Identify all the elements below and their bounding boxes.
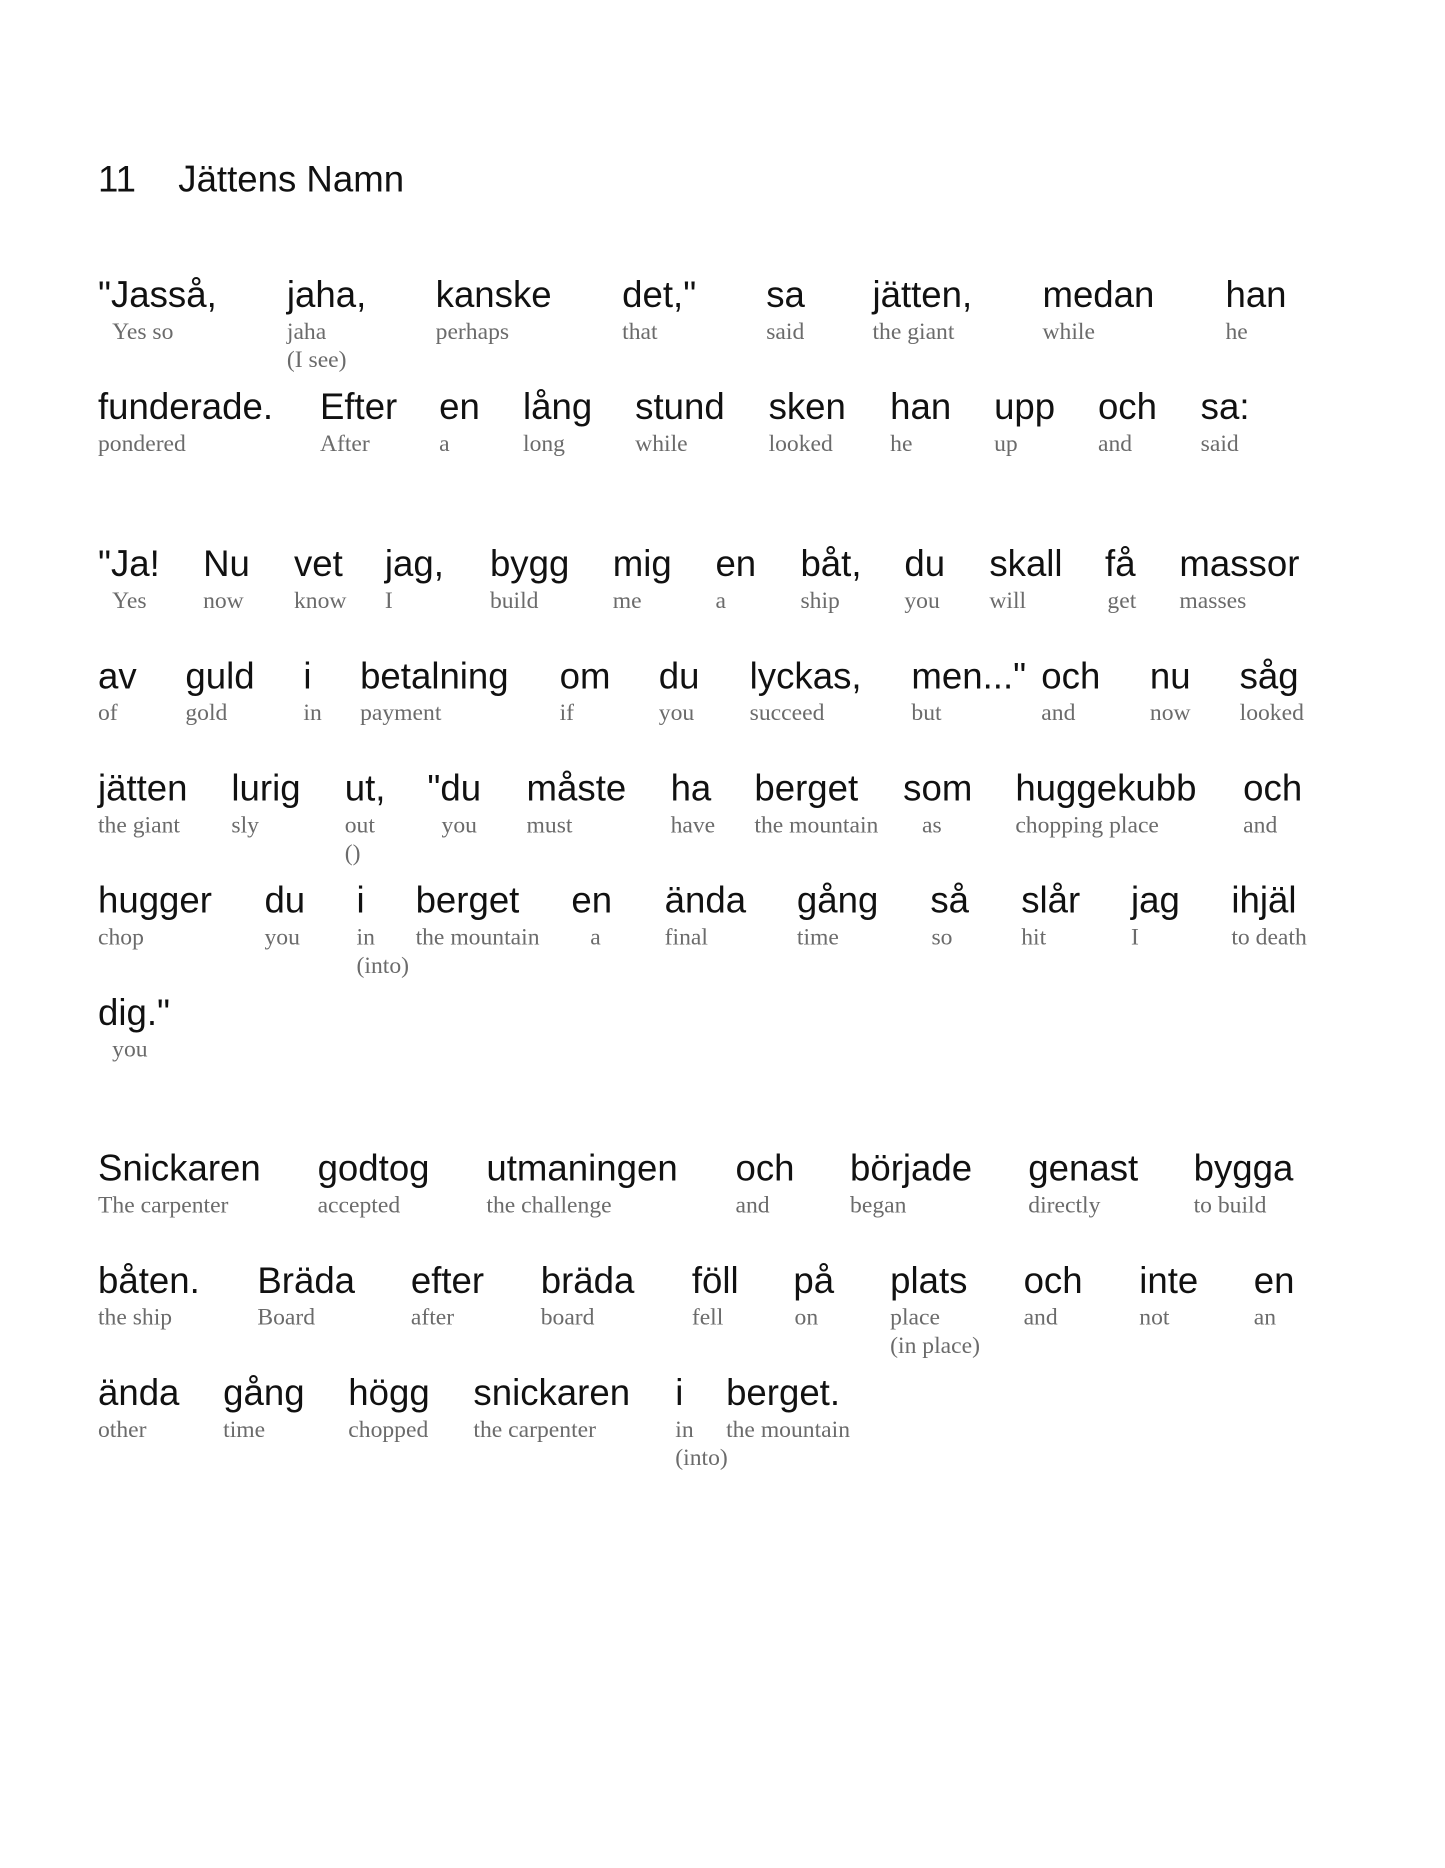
swedish-word: lyckas, bbox=[749, 655, 862, 697]
english-gloss: you bbox=[441, 812, 477, 839]
english-gloss: and bbox=[1243, 812, 1278, 839]
english-gloss: the ship bbox=[97, 1304, 173, 1331]
swedish-word: genast bbox=[1028, 1147, 1139, 1189]
english-gloss: After bbox=[319, 430, 370, 457]
swedish-word: "Ja! bbox=[97, 543, 160, 585]
swedish-word: och bbox=[1041, 655, 1101, 697]
swedish-word: ha bbox=[670, 767, 712, 809]
english-gloss: a bbox=[715, 587, 726, 614]
english-gloss: I bbox=[1131, 924, 1139, 951]
swedish-word: plats bbox=[890, 1259, 968, 1302]
swedish-word: Nu bbox=[203, 543, 250, 585]
swedish-word: mig bbox=[612, 543, 672, 585]
swedish-word: jag bbox=[1131, 879, 1180, 921]
english-gloss: sly bbox=[231, 812, 259, 839]
english-gloss: the mountain bbox=[726, 1416, 851, 1443]
swedish-word: såg bbox=[1239, 655, 1299, 697]
swedish-word: Efter bbox=[319, 386, 398, 428]
english-gloss: began bbox=[850, 1192, 907, 1219]
english-gloss: you bbox=[264, 924, 300, 951]
english-gloss: to death bbox=[1231, 924, 1307, 951]
english-gloss: time bbox=[796, 924, 839, 951]
swedish-word: högg bbox=[348, 1371, 430, 1414]
swedish-word: du bbox=[264, 879, 306, 921]
english-gloss: The carpenter bbox=[97, 1192, 229, 1219]
swedish-word: sa bbox=[766, 273, 805, 316]
english-gloss: gold bbox=[185, 700, 228, 727]
swedish-word: som bbox=[903, 767, 973, 809]
english-gloss: I bbox=[384, 587, 393, 614]
swedish-word: betalning bbox=[360, 655, 509, 697]
swedish-word: utmaningen bbox=[486, 1147, 678, 1189]
swedish-word: funderade. bbox=[97, 386, 273, 428]
swedish-word: ända bbox=[664, 879, 747, 921]
english-gloss: must bbox=[526, 812, 573, 839]
english-gloss: masses bbox=[1179, 587, 1247, 614]
swedish-word: en bbox=[715, 543, 757, 585]
english-gloss: final bbox=[664, 924, 708, 951]
swedish-word: slår bbox=[1021, 879, 1081, 921]
swedish-word: Bräda bbox=[257, 1259, 356, 1302]
swedish-word: "Jasså, bbox=[97, 273, 217, 316]
english-gloss-alt: (into) bbox=[675, 1445, 728, 1472]
english-gloss: in bbox=[675, 1416, 694, 1443]
english-gloss: ship bbox=[800, 587, 840, 614]
swedish-word: du bbox=[904, 543, 946, 585]
english-gloss: board bbox=[540, 1304, 595, 1331]
swedish-word: ända bbox=[97, 1371, 180, 1414]
english-gloss: you bbox=[658, 700, 695, 727]
english-gloss: fell bbox=[691, 1304, 724, 1331]
english-gloss: that bbox=[622, 318, 658, 345]
english-gloss: looked bbox=[1239, 700, 1304, 727]
english-gloss: now bbox=[203, 587, 244, 614]
english-gloss: chopping place bbox=[1015, 812, 1159, 839]
english-gloss: he bbox=[890, 430, 913, 457]
swedish-word: Snickaren bbox=[97, 1147, 261, 1189]
english-gloss: the carpenter bbox=[473, 1416, 597, 1443]
swedish-word: jätten, bbox=[872, 273, 973, 316]
english-gloss: on bbox=[794, 1304, 819, 1331]
english-gloss: Yes bbox=[112, 587, 147, 614]
swedish-word: gång bbox=[796, 879, 879, 921]
english-gloss: accepted bbox=[317, 1192, 401, 1219]
swedish-word: snickaren bbox=[473, 1371, 631, 1414]
english-gloss: chop bbox=[97, 924, 144, 951]
swedish-word: du bbox=[658, 655, 700, 697]
swedish-word: en bbox=[571, 879, 613, 921]
swedish-word: godtog bbox=[317, 1147, 430, 1189]
english-gloss: he bbox=[1225, 318, 1248, 345]
swedish-word: en bbox=[1253, 1259, 1295, 1302]
english-gloss: the mountain bbox=[415, 924, 540, 951]
english-gloss: hit bbox=[1021, 924, 1047, 951]
english-gloss: have bbox=[670, 812, 716, 839]
english-gloss: Board bbox=[257, 1304, 316, 1331]
swedish-word: sken bbox=[768, 386, 846, 428]
english-gloss: in bbox=[356, 924, 375, 951]
swedish-word: guld bbox=[185, 655, 255, 697]
english-gloss-alt: (into) bbox=[356, 952, 410, 979]
english-gloss: know bbox=[293, 587, 347, 614]
english-gloss: in bbox=[303, 700, 322, 727]
english-gloss: out bbox=[344, 812, 375, 839]
swedish-word: kanske bbox=[435, 273, 552, 316]
swedish-word: få bbox=[1105, 543, 1136, 585]
swedish-word: jaha, bbox=[286, 273, 367, 316]
english-gloss: as bbox=[922, 812, 942, 839]
swedish-word: föll bbox=[691, 1259, 739, 1302]
swedish-word: han bbox=[1225, 273, 1287, 316]
swedish-word: båten. bbox=[97, 1259, 200, 1302]
english-gloss: looked bbox=[768, 430, 833, 457]
swedish-word: och bbox=[1097, 386, 1157, 428]
english-gloss: not bbox=[1139, 1304, 1170, 1331]
english-gloss: but bbox=[911, 700, 942, 727]
swedish-word: medan bbox=[1042, 273, 1155, 316]
swedish-word: nu bbox=[1149, 655, 1191, 697]
swedish-word: berget. bbox=[726, 1371, 841, 1414]
swedish-word: om bbox=[559, 655, 611, 697]
swedish-word: berget bbox=[415, 879, 520, 921]
english-gloss: the giant bbox=[97, 812, 180, 839]
swedish-word: och bbox=[735, 1147, 795, 1189]
english-gloss: perhaps bbox=[435, 318, 510, 345]
swedish-word: jag, bbox=[384, 543, 444, 585]
english-gloss-alt: (I see) bbox=[286, 347, 347, 374]
swedish-word: efter bbox=[410, 1259, 485, 1302]
swedish-word: upp bbox=[994, 386, 1056, 428]
english-gloss: an bbox=[1253, 1304, 1277, 1331]
swedish-word: så bbox=[930, 879, 969, 921]
english-gloss: and bbox=[735, 1192, 770, 1219]
english-gloss: the mountain bbox=[754, 812, 879, 839]
swedish-word: lurig bbox=[231, 767, 301, 809]
swedish-word: gång bbox=[223, 1371, 305, 1414]
swedish-word: bygg bbox=[489, 543, 570, 585]
english-gloss: while bbox=[1042, 318, 1095, 345]
english-gloss: the challenge bbox=[486, 1192, 612, 1219]
english-gloss: chopped bbox=[348, 1416, 429, 1443]
swedish-word: i bbox=[356, 879, 365, 921]
swedish-word: dig." bbox=[97, 991, 171, 1034]
chapter-number: 11 bbox=[97, 158, 136, 200]
english-gloss: if bbox=[559, 700, 575, 727]
swedish-word: av bbox=[97, 655, 137, 697]
english-gloss: you bbox=[112, 1036, 148, 1063]
swedish-word: ut, bbox=[344, 767, 386, 809]
english-gloss: and bbox=[1023, 1304, 1058, 1331]
english-gloss: of bbox=[97, 700, 118, 727]
english-gloss: a bbox=[590, 924, 601, 951]
english-gloss: now bbox=[1149, 700, 1191, 727]
swedish-word: sa: bbox=[1200, 386, 1250, 428]
swedish-word: och bbox=[1023, 1259, 1083, 1302]
english-gloss: a bbox=[439, 430, 450, 457]
english-gloss: long bbox=[523, 430, 565, 457]
swedish-word: bräda bbox=[540, 1259, 635, 1302]
english-gloss: so bbox=[931, 924, 953, 951]
swedish-word: en bbox=[439, 386, 480, 428]
swedish-word: i bbox=[675, 1371, 684, 1414]
swedish-word: huggekubb bbox=[1015, 767, 1197, 809]
swedish-word: han bbox=[890, 386, 952, 428]
english-gloss: up bbox=[994, 430, 1018, 457]
english-gloss: pondered bbox=[97, 430, 186, 457]
english-gloss: other bbox=[97, 1416, 147, 1443]
swedish-word: massor bbox=[1179, 543, 1300, 585]
english-gloss-alt: () bbox=[344, 840, 361, 867]
english-gloss: place bbox=[890, 1304, 940, 1331]
english-gloss: the giant bbox=[872, 318, 955, 345]
swedish-word: hugger bbox=[97, 879, 212, 921]
english-gloss: build bbox=[489, 587, 539, 614]
swedish-word: ihjäl bbox=[1231, 879, 1297, 921]
english-gloss: get bbox=[1107, 587, 1137, 614]
swedish-word: började bbox=[850, 1147, 973, 1189]
english-gloss: jaha bbox=[286, 318, 327, 345]
chapter-title: Jättens Namn bbox=[178, 158, 405, 200]
english-gloss: after bbox=[410, 1304, 455, 1331]
swedish-word: stund bbox=[635, 386, 725, 428]
english-gloss: payment bbox=[360, 700, 442, 727]
swedish-word: skall bbox=[989, 543, 1063, 585]
english-gloss: and bbox=[1097, 430, 1133, 457]
swedish-word: "du bbox=[427, 767, 482, 809]
english-gloss: said bbox=[766, 318, 805, 345]
swedish-word: på bbox=[793, 1259, 835, 1302]
english-gloss: directly bbox=[1028, 1192, 1101, 1219]
english-gloss: Yes so bbox=[112, 318, 174, 345]
english-gloss: while bbox=[635, 430, 688, 457]
english-gloss: will bbox=[989, 587, 1027, 614]
swedish-word: inte bbox=[1139, 1259, 1199, 1302]
swedish-word: måste bbox=[526, 767, 627, 809]
swedish-word: bygga bbox=[1193, 1147, 1294, 1189]
swedish-word: och bbox=[1243, 767, 1303, 809]
swedish-word: vet bbox=[293, 543, 343, 585]
swedish-word: båt, bbox=[800, 543, 862, 585]
swedish-word: det," bbox=[622, 273, 697, 316]
english-gloss: and bbox=[1041, 700, 1076, 727]
english-gloss: said bbox=[1200, 430, 1239, 457]
swedish-word: lång bbox=[523, 386, 593, 428]
swedish-word: men..." bbox=[911, 655, 1027, 697]
english-gloss-alt: (in place) bbox=[890, 1332, 980, 1359]
english-gloss: succeed bbox=[749, 700, 825, 727]
swedish-word: berget bbox=[754, 767, 859, 809]
swedish-word: i bbox=[303, 655, 312, 697]
english-gloss: time bbox=[223, 1416, 266, 1443]
english-gloss: to build bbox=[1193, 1192, 1267, 1219]
swedish-word: jätten bbox=[97, 767, 188, 809]
english-gloss: you bbox=[904, 587, 940, 614]
english-gloss: me bbox=[612, 587, 642, 614]
